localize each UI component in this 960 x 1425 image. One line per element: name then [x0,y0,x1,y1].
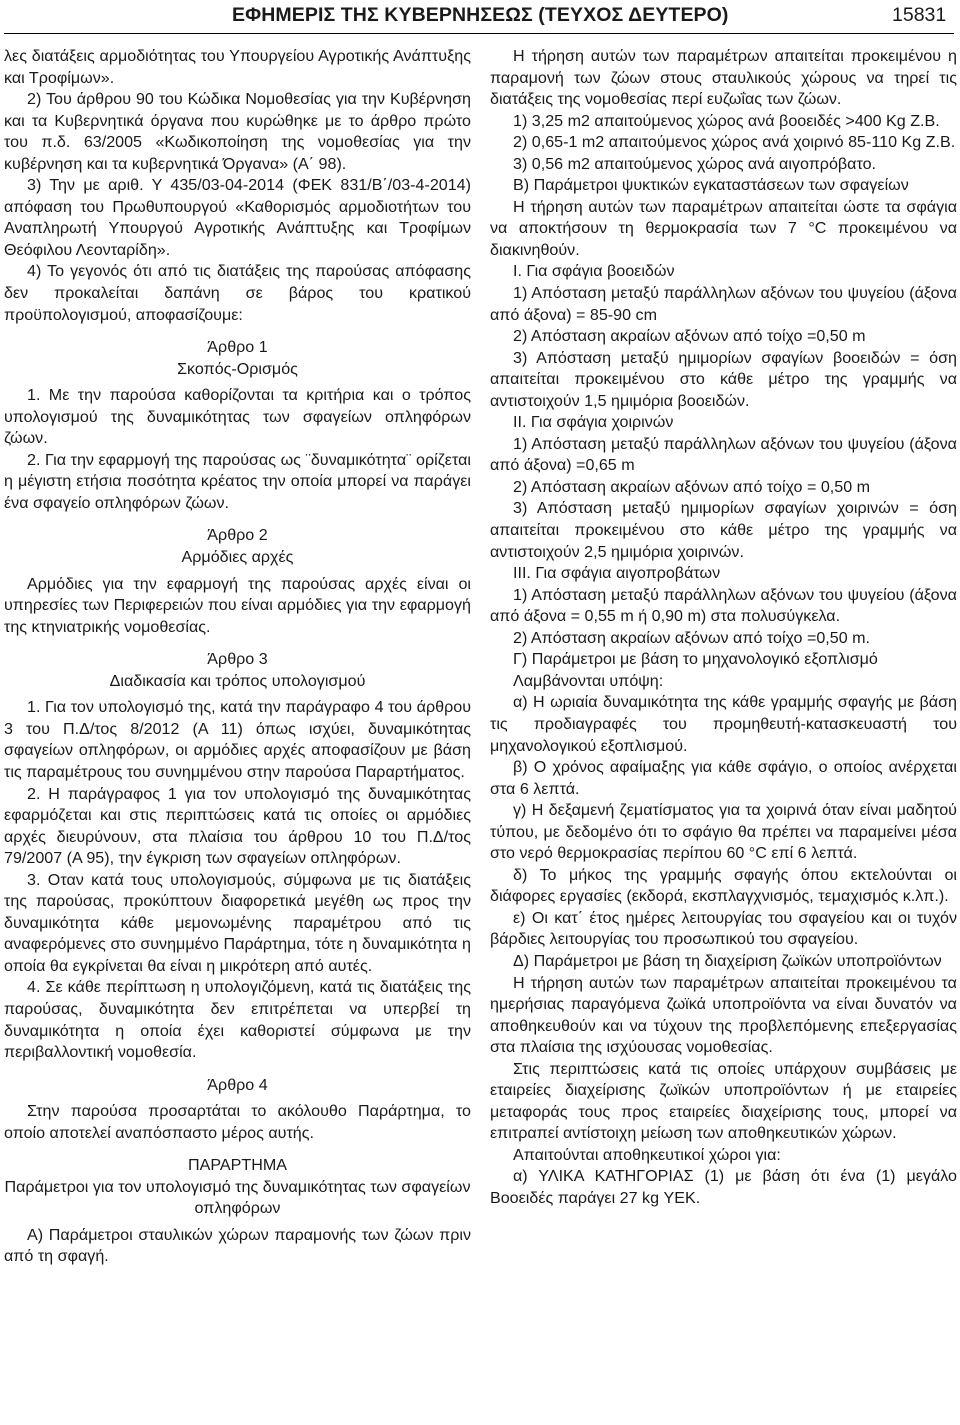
paragraph: α) ΥΛΙΚΑ ΚΑΤΗΓΟΡΙΑΣ (1) με βάση ότι ένα (1) μεγάλο Βοοειδές παράγει 27 kg ΥΕΚ. [490,1167,957,1207]
paragraph: 3. Οταν κατά τους υπολογισμούς, σύμφωνα με τις διατάξεις της παρούσας, προκύπτουν διαφορετικά μεγέθη ως προς την δυναμικότητα κάθε μεμονωμένης παραμέτρου από τις αναφερόμενες στο συνημμένο Παράρτημα, τότε η δυναμικότητα η οποία θα εγκρίνεται θα είναι η μικρότερη από αυτές. [4,870,471,975]
header-divider [4,33,954,34]
paragraph: 3) Την με αριθ. Υ 435/03-04-2014 (ΦΕΚ 831/Β΄/03-4-2014) απόφαση του Πρωθυπουργού «Καθορισμός αρμοδιοτήτων του Αναπληρωτή Υπουργού Αγροτικής Ανάπτυξης και Τροφίμων Θεόφιλου Λεονταρίδη». [4,176,471,259]
paragraph: 2) Απόσταση ακραίων αξόνων από τοίχο =0,50 m [513,327,866,346]
paragraph: 1) Απόσταση μεταξύ παράλληλων αξόνων του ψυγείου (άξονα από άξονα) =0,65 m [490,434,957,475]
paragraph: 1. Για τον υπολογισμό της, κατά την παράγραφο 4 του άρθρου 3 του Π.Δ/τος 8/2012 (Α 11) όπως ισχύει, δυναμικότητας σφαγείων οπληφόρων, οι αρμόδιες αρχές αποφασίζουν με βάση τις παραμέτρους του συνημμένου στην παρούσα Παραρτήματος. [4,698,471,781]
sub-heading: ΙΙ. Για σφάγια χοιρινών [513,413,674,432]
paragraph: Απαιτούνται αποθηκευτικοί χώροι για: [513,1145,781,1164]
annex-subtitle: Παράμετροι για τον υπολογισμό της δυναμικότητας των σφαγείων οπληφόρων [4,1177,471,1218]
paragraph: ε) Οι κατ΄ έτος ημέρες λειτουργίας του σφαγείου και οι τυχόν βάρδιες λειτουργίας του προσωπικού του σφαγείου. [490,908,957,949]
paragraph: λες διατάξεις αρμοδιότητας του Υπουργείου Αγροτικής Ανάπτυξης και Τροφίμων». [4,47,471,87]
page-header [0,0,960,38]
article-subtitle: Σκοπός-Ορισμός [177,359,298,378]
article-title: Άρθρο 4 [207,1075,268,1094]
section-heading: Β) Παράμετροι ψυκτικών εγκαταστάσεων των σφαγείων [513,176,909,195]
paragraph: 3) Απόσταση μεταξύ ημιμορίων σφαγίων χοιρινών = όση απαιτείται προκειμένου στο κάθε μέτρο της γραμμής να αντιστοιχούν 2,5 ημιμόρια χοιρινών. [490,499,957,561]
gazette-title: ΕΦΗΜΕΡΙΣ ΤΗΣ ΚΥΒΕΡΝΗΣΕΩΣ (ΤΕΥΧΟΣ ΔΕΥΤΕΡΟ) [232,4,729,26]
left-column [4,46,471,1268]
paragraph: 1) Απόσταση μεταξύ παράλληλων αξόνων του ψυγείου (άξονα από άξονα = 0,55 m ή 0,90 m) στα πολυσύγκελα. [490,585,957,626]
article-subtitle: Διαδικασία και τρόπος υπολογισμού [109,671,366,690]
paragraph: 2) 0,65-1 m2 απαιτούμενος χώρος ανά χοιρινό 85-110 Kg Z.B. [513,133,956,152]
paragraph: Στην παρούσα προσαρτάται το ακόλουθο Παράρτημα, το οποίο αποτελεί αναπόσπαστο μέρος αυτής. [4,1102,471,1142]
paragraph: 1) 3,25 m2 απαιτούμενος χώρος ανά βοοειδές >400 Kg Z.B. [513,111,940,130]
paragraph: Στις περιπτώσεις κατά τις οποίες υπάρχουν συμβάσεις με εταιρείες διαχείρισης ζωϊκών υποπροϊόντων ή με εταιρείες μεταφοράς τους προς εταιρείες διαχείρισης τους, μπορεί να επιτραπεί αντίστοιχη μείωση των αποθηκευτικών χώρων. [490,1059,957,1143]
paragraph: 4. Σε κάθε περίπτωση η υπολογιζόμενη, κατά τις διατάξεις της παρούσας, δυναμικότητα δεν επιτρέπεται να υπερβεί τη δυναμικότητα η οποία έχει καθοριστεί σύμφωνα με την περιβαλλοντική νομοθεσία. [4,978,471,1062]
paragraph: 1) Απόσταση μεταξύ παράλληλων αξόνων του ψυγείου (άξονα από άξονα) = 85-90 cm [490,284,957,324]
paragraph: 2) Απόσταση ακραίων αξόνων από τοίχο = 0,50 m [513,477,871,496]
article-title: Άρθρο 2 [207,526,268,545]
sub-heading: ΙΙΙ. Για σφάγια αιγοπροβάτων [513,564,721,583]
article-title: Άρθρο 1 [207,338,268,357]
paragraph: Η τήρηση αυτών των παραμέτρων απαιτείται προκειμένου η παραμονή των ζώων στους σταυλικούς χώρους να τηρεί τις διατάξεις της νομοθεσίας περί ευζωΐας των ζώων. [490,47,957,109]
paragraph: δ) Το μήκος της γραμμής σφαγής όπου εκτελούνται οι διάφορες εργασίες (εκδορά, εκσπλαγχνισμός, τεμαχισμός κ.λπ.). [490,865,957,906]
paragraph: Α) Παράμετροι σταυλικών χώρων παραμονής των ζώων πριν από τη σφαγή. [4,1225,471,1266]
sub-heading: Ι. Για σφάγια βοοειδών [513,262,675,281]
paragraph: 4) Το γεγονός ότι από τις διατάξεις της παρούσας απόφασης δεν προκαλείται δαπάνη σε βάρος του κρατικού προϋπολογισμού, αποφασίζουμε: [4,262,471,324]
paragraph: 1. Με την παρούσα καθορίζονται τα κριτήρια και ο τρόπος υπολογισμού της δυναμικότητας των σφαγείων οπληφόρων ζώων. [4,386,471,448]
paragraph: 2. Η παράγραφος 1 για τον υπολογισμό της δυναμικότητας εφαρμόζεται και στις περιπτώσεις κατά τις οποίες οι αρμόδιες αρχές διευρύνουν, στα πλαίσια του άρθρου 10 του Π.Δ/τος 79/2007 (Α 95), την έγκριση των σφαγείων οπληφόρων. [4,784,471,868]
paragraph: Η τήρηση αυτών των παραμέτρων απαιτείται προκειμένου τα ημερήσιας παραγόμενα ζωϊκά υποπροϊόντα να είναι δυνατόν να αποθηκευθούν και να τύχουν της προβλεπόμενης επεξεργασίας στα πλαίσια της ισχύουσας νομοθεσίας. [490,973,957,1057]
section-heading: Γ) Παράμετροι με βάση το μηχανολογικό εξοπλισμό [513,650,878,669]
paragraph: γ) Η δεξαμενή ζεματίσματος για τα χοιρινά όταν είναι μαδητού τύπου, με δεδομένο ότι το σφάγιο θα πρέπει να παραμείνει μέσα στο νερό θερμοκρασίας περίπου 60 °C επί 6 λεπτά. [490,801,957,863]
paragraph: 2. Για την εφαρμογή της παρούσας ως ¨δυναμικότητα¨ ορίζεται η μέγιστη ετήσια ποσότητα κρέατος την οποία μπορεί να παράγει ένα σφαγείο οπληφόρων ζώων. [4,450,471,512]
right-column [490,46,957,1210]
page-number: 15831 [892,4,947,26]
section-heading: Δ) Παράμετροι με βάση τη διαχείριση ζωϊκών υποπροϊόντων [513,951,942,970]
paragraph: α) Η ωριαία δυναμικότητα της κάθε γραμμής σφαγής με βάση τις προδιαγραφές του προμηθευτή-κατασκευαστή του μηχανολογικού εξοπλισμού. [490,693,957,755]
paragraph: β) Ο χρόνος αφαίμαξης για κάθε σφάγιο, ο οποίος ανέρχεται στα 6 λεπτά. [490,758,957,798]
paragraph: Η τήρηση αυτών των παραμέτρων απαιτείται ώστε τα σφάγια να αποκτήσουν τη θερμοκρασία των 7 °C προκειμένου να διακινηθούν. [490,197,957,259]
article-title: Άρθρο 3 [207,650,268,669]
annex-title: ΠΑΡΑΡΤΗΜΑ [188,1156,287,1175]
article-subtitle: Αρμόδιες αρχές [181,548,294,567]
paragraph: 3) 0,56 m2 απαιτούμενος χώρος ανά αιγοπρόβατο. [513,154,877,173]
paragraph: Αρμόδιες για την εφαρμογή της παρούσας αρχές είναι οι υπηρεσίες των Περιφερειών που είναι αρμόδιες για την εφαρμογή της κτηνιατρικής νομοθεσίας. [4,574,471,636]
paragraph: 2) Απόσταση ακραίων αξόνων από τοίχο =0,50 m. [513,628,871,647]
paragraph: 3) Απόσταση μεταξύ ημιμορίων σφαγίων βοοειδών = όση απαιτείται προκειμένου στο κάθε μέτρο της γραμμής να αντιστοιχούν 1,5 ημιμόρια βοοειδών. [490,348,957,410]
paragraph: 2) Του άρθρου 90 του Κώδικα Νομοθεσίας για την Κυβέρνηση και τα Κυβερνητικά όργανα που κυρώθηκε με το άρθρο πρώτο του π.δ. 63/2005 «Κωδικοποίηση της νομοθεσίας για την κυβέρνηση και τα κυβερνητικά Όργανα» (Α΄ 98). [4,90,471,173]
paragraph: Λαμβάνονται υπόψη: [513,671,664,690]
